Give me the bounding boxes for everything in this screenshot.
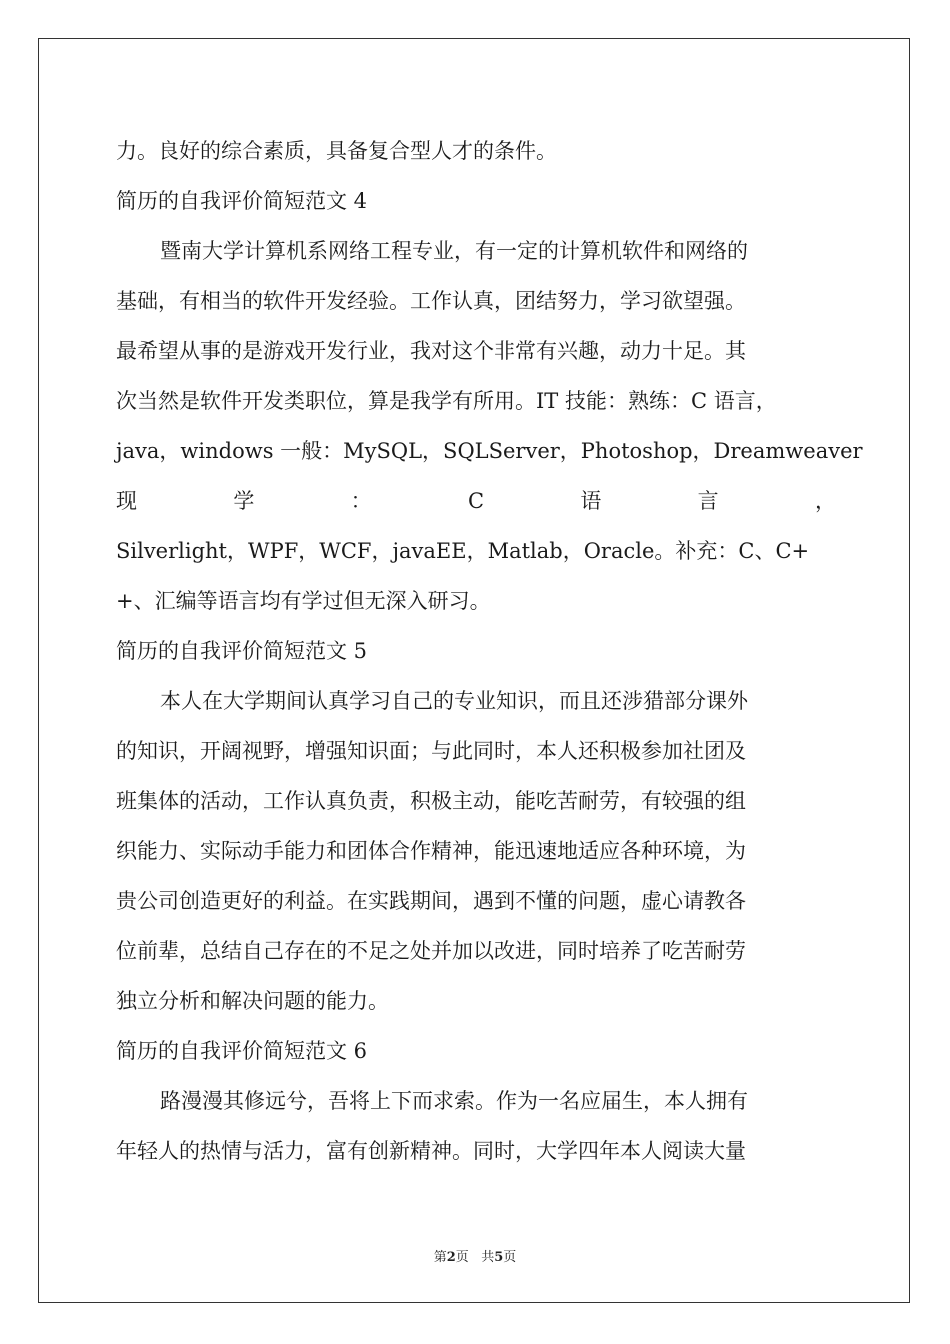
justified-fragment: ， (814, 489, 836, 513)
page-footer (0, 1246, 950, 1265)
footer-page-prefix: 第 (433, 1250, 447, 1265)
text-line: 最希望从事的是游戏开发行业，我对这个非常有兴趣，动力十足。其 (116, 339, 746, 363)
text-line: java，windows 一般：MySQL，SQLServer，Photoshop，Dreamweaver (116, 439, 863, 463)
text-line-justified (116, 476, 836, 526)
paragraph-first-line: 路漫漫其修远兮，吾将上下而求索。作为一名应届生，本人拥有 (160, 1089, 748, 1113)
justified-fragment: 语 (580, 489, 602, 513)
footer-page-suffix: 页 (455, 1250, 469, 1265)
footer-total-prefix: 共 (481, 1250, 495, 1265)
justified-fragment: 言 (697, 489, 719, 513)
section-heading: 简历的自我评价简短范文 5 (116, 639, 368, 663)
text-line: 的知识，开阔视野，增强知识面；与此同时，本人还积极参加社团及 (116, 739, 746, 763)
justified-fragment: 学 (233, 489, 255, 513)
text-line: 力。良好的综合素质，具备复合型人才的条件。 (116, 139, 557, 163)
text-line: 独立分析和解决问题的能力。 (116, 989, 389, 1013)
text-line: 次当然是软件开发类职位，算是我学有所用。IT 技能：熟练：C 语言， (116, 389, 777, 413)
justified-fragment: C (467, 489, 485, 513)
footer-total-suffix: 页 (503, 1250, 517, 1265)
paragraph-first-line: 暨南大学计算机系网络工程专业，有一定的计算机软件和网络的 (160, 239, 748, 263)
justified-fragment: ： (350, 489, 372, 513)
text-line: +、汇编等语言均有学过但无深入研习。 (116, 589, 491, 613)
text-line: 位前辈，总结自己存在的不足之处并加以改进，同时培养了吃苦耐劳 (116, 939, 746, 963)
footer-total-pages: 5 (494, 1250, 504, 1265)
justified-fragment: 现 (116, 489, 137, 513)
text-line: 班集体的活动，工作认真负责，积极主动，能吃苦耐劳，有较强的组 (116, 789, 746, 813)
section-heading: 简历的自我评价简短范文 4 (116, 189, 368, 213)
footer-page-number: 2 (446, 1250, 456, 1265)
text-line: 贵公司创造更好的利益。在实践期间，遇到不懂的问题，虚心请教各 (116, 889, 746, 913)
document-body (116, 126, 863, 1176)
text-line: Silverlight，WPF，WCF，javaEE，Matlab，Oracle。补充：C、C+ (116, 539, 810, 563)
text-line: 年轻人的热情与活力，富有创新精神。同时，大学四年本人阅读大量 (116, 1139, 746, 1163)
text-line: 织能力、实际动手能力和团体合作精神，能迅速地适应各种环境，为 (116, 839, 746, 863)
paragraph-first-line: 本人在大学期间认真学习自己的专业知识，而且还涉猎部分课外 (160, 689, 748, 713)
text-line: 基础，有相当的软件开发经验。工作认真，团结努力，学习欲望强。 (116, 289, 746, 313)
section-heading: 简历的自我评价简短范文 6 (116, 1039, 368, 1063)
